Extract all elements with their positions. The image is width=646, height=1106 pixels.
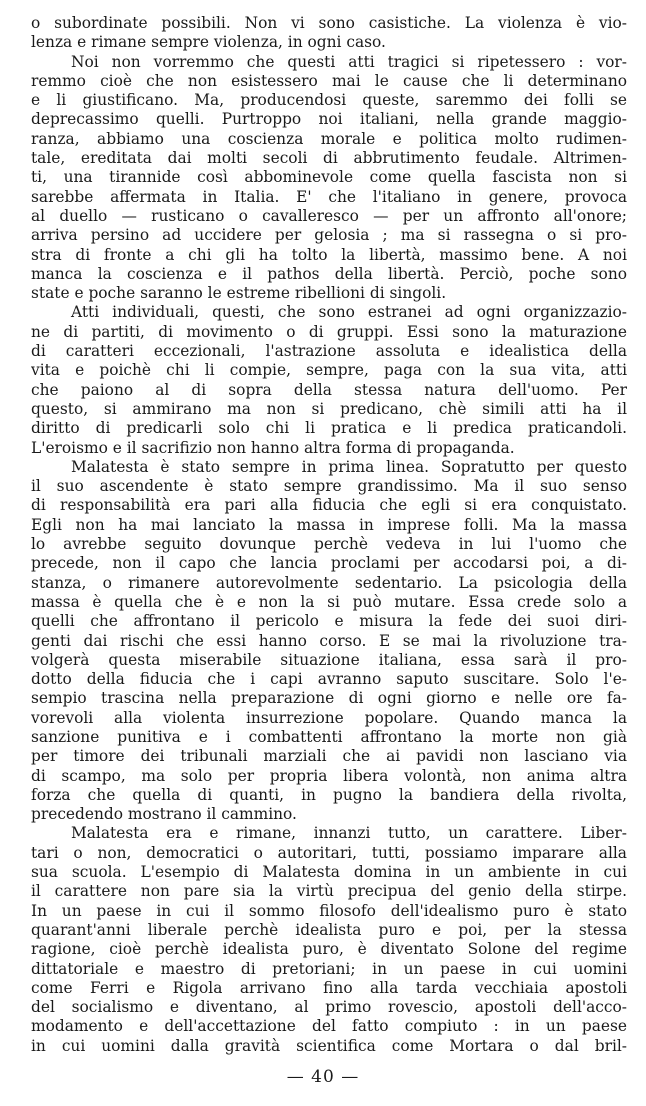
text-line: il carattere non pare sia la virtù precipua del genio della stirpe. bbox=[31, 882, 627, 901]
text-line: modamento e dell'accettazione del fatto compiuto : in un paese bbox=[31, 1017, 627, 1036]
text-line: questo, si ammirano ma non si predicano, chè simili atti ha il bbox=[31, 399, 627, 418]
text-line: massa è quella che è e non la si può mutare. Essa crede solo a bbox=[31, 592, 627, 611]
text-line: In un paese in cui il sommo filosofo dell'idealismo puro è stato bbox=[31, 901, 627, 920]
paragraph bbox=[31, 824, 627, 1056]
text-line: stanza, o rimanere autorevolmente sedentario. La psicologia della bbox=[31, 573, 627, 592]
text-line: sanzione punitiva e i combattenti affrontano la morte non già bbox=[31, 727, 627, 746]
text-line: sua scuola. L'esempio di Malatesta domina in un ambiente in cui bbox=[31, 863, 627, 882]
text-line: forza che quella di quanti, in pugno la bandiera della rivolta, bbox=[31, 785, 627, 804]
paragraph bbox=[31, 458, 627, 825]
text-line: tari o non, democratici o autoritari, tutti, possiamo imparare alla bbox=[31, 843, 627, 862]
text-line: in cui uomini dalla gravità scientifica come Mortara o dal bril- bbox=[31, 1036, 627, 1055]
text-line: di caratteri eccezionali, l'astrazione assoluta e idealistica della bbox=[31, 342, 627, 361]
text-line: diritto di predicarli solo chi li pratica e li predica praticandoli. bbox=[31, 419, 627, 438]
text-line: il suo ascendente è stato sempre grandissimo. Ma il suo senso bbox=[31, 477, 627, 496]
text-line: o subordinate possibili. Non vi sono casistiche. La violenza è vio- bbox=[31, 14, 627, 32]
text-line: ne di partiti, di movimento o di gruppi. Essi sono la maturazione bbox=[31, 322, 627, 341]
text-line: di responsabilità era pari alla fiducia che egli si era conquistato. bbox=[31, 496, 627, 515]
text-line: remmo cioè che non esistessero mai le cause che li determinano bbox=[31, 71, 627, 90]
text-line: vita e poichè chi li compie, sempre, paga con la sua vita, atti bbox=[31, 361, 627, 380]
text-line: precedendo mostrano il cammino. bbox=[31, 805, 297, 824]
text-line: deprecassimo quelli. Purtroppo noi italiani, nella grande maggio- bbox=[31, 110, 627, 129]
paragraph bbox=[31, 53, 627, 304]
text-line: ti, una tirannide così abbominevole come quella fascista non si bbox=[31, 168, 627, 187]
text-line: del socialismo e diventano, al primo rovescio, apostoli dell'acco- bbox=[31, 998, 627, 1017]
text-line: per timore dei tribunali marziali che ai pavidi non lasciano via bbox=[31, 747, 627, 766]
text-line: L'eroismo e il sacrifizio non hanno altra forma di propaganda. bbox=[31, 438, 515, 457]
text-line: che paiono al di sopra della stessa natura dell'uomo. Per bbox=[31, 380, 627, 399]
text-line: Atti individuali, questi, che sono estranei ad ogni organizzazio- bbox=[71, 303, 627, 322]
text-line: Malatesta era e rimane, innanzi tutto, un carattere. Liber- bbox=[71, 824, 627, 843]
text-line: Noi non vorremmo che questi atti tragici si ripetessero : vor- bbox=[71, 52, 627, 71]
text-line: ranza, abbiamo una coscienza morale e politica molto rudimen- bbox=[31, 129, 627, 148]
text-line: volgerà questa miserabile situazione italiana, essa sarà il pro- bbox=[31, 650, 627, 669]
text-line: sarebbe affermata in Italia. E' che l'italiano in genere, provoca bbox=[31, 187, 627, 206]
text-line: sempio trascina nella preparazione di ogni giorno e nelle ore fa- bbox=[31, 689, 627, 708]
page-number: — 40 — bbox=[286, 1067, 360, 1087]
text-line: tale, ereditata dai molti secoli di abbrutimento feudale. Altrimen- bbox=[31, 149, 627, 168]
text-line: come Ferri e Rigola arrivano fino alla tarda vecchiaia apostoli bbox=[31, 978, 627, 997]
paragraph bbox=[31, 14, 627, 53]
text-line: arriva persino ad uccidere per gelosia ; ma si rassegna o si pro- bbox=[31, 226, 627, 245]
text-line: Malatesta è stato sempre in prima linea. Sopratutto per questo bbox=[71, 457, 627, 476]
text-line: vorevoli alla violenta insurrezione popolare. Quando manca la bbox=[31, 708, 627, 727]
text-line: lo avrebbe seguito dovunque perchè vedeva in lui l'uomo che bbox=[31, 535, 627, 554]
text-line: quarant'anni liberale perchè idealista puro e poi, per la stessa bbox=[31, 920, 627, 939]
document-body bbox=[31, 14, 627, 1056]
paragraph bbox=[31, 303, 627, 457]
text-line: quelli che affrontano il pericolo e misura la fede dei suoi diri- bbox=[31, 612, 627, 631]
text-line: di scampo, ma solo per propria libera volontà, non anima altra bbox=[31, 766, 627, 785]
text-line: dotto della fiducia che i capi avranno saputo suscitare. Solo l'e- bbox=[31, 670, 627, 689]
text-line: dittatoriale e maestro di pretoriani; in un paese in cui uomini bbox=[31, 959, 627, 978]
text-line: lenza e rimane sempre violenza, in ogni caso. bbox=[31, 33, 386, 52]
text-line: state e poche saranno le estreme ribellioni di singoli. bbox=[31, 284, 447, 303]
text-line: e li giustificano. Ma, producendosi queste, saremmo dei folli se bbox=[31, 91, 627, 110]
text-line: genti dai rischi che essi hanno corso. E se mai la rivoluzione tra- bbox=[31, 631, 627, 650]
text-line: manca la coscienza e il pathos della libertà. Perciò, poche sono bbox=[31, 264, 627, 283]
text-line: ragione, cioè perchè idealista puro, è diventato Solone del regime bbox=[31, 940, 627, 959]
text-line: al duello — rusticano o cavalleresco — per un affronto all'onore; bbox=[31, 206, 627, 225]
text-line: precede, non il capo che lancia proclami per accodarsi poi, a di- bbox=[31, 554, 627, 573]
text-line: stra di fronte a chi gli ha tolto la libertà, massimo bene. A noi bbox=[31, 245, 627, 264]
text-line: Egli non ha mai lanciato la massa in imprese folli. Ma la massa bbox=[31, 515, 627, 534]
